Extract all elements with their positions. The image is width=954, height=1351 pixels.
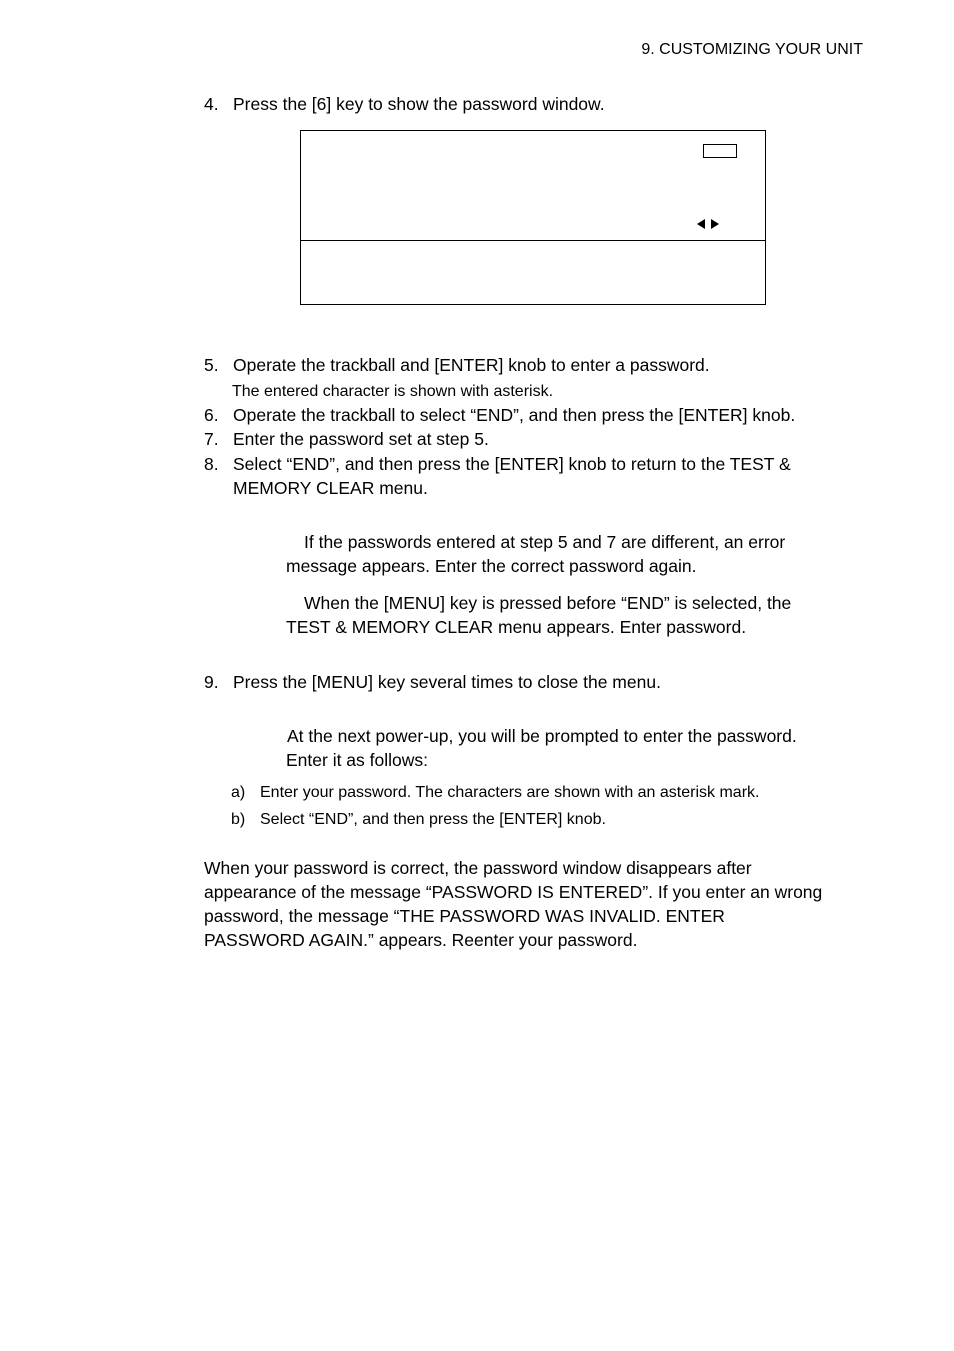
arrow-indicators (697, 219, 719, 229)
note-line2: message appears. Enter the correct password again. (286, 556, 697, 576)
note-line2: TEST & MEMORY CLEAR menu appears. Enter password. (286, 617, 747, 637)
substep-label: a) (231, 784, 246, 801)
step-number: 4. (204, 94, 219, 114)
step-number: 7. (204, 429, 219, 449)
closing-line4: PASSWORD AGAIN.” appears. Reenter your password. (204, 930, 638, 950)
substep-text: Select “END”, and then press the [ENTER] knob. (260, 811, 606, 828)
note-line1: When the [MENU] key is pressed before “END” is selected, the (304, 593, 792, 613)
note-line2: Enter it as follows: (286, 750, 428, 770)
closing-line3: password, the message “THE PASSWORD WAS INVALID. ENTER (204, 906, 725, 926)
note-line1: If the passwords entered at step 5 and 7 are different, an error (304, 532, 786, 552)
step-text-line1: Select “END”, and then press the [ENTER] knob to return to the TEST & (233, 454, 791, 474)
step-text: Operate the trackball and [ENTER] knob to enter a password. (233, 355, 710, 375)
arrow-right-icon (711, 219, 719, 229)
step-subtext: The entered character is shown with asterisk. (232, 383, 554, 400)
step-text: Press the [6] key to show the password window. (233, 94, 605, 114)
step-text: Press the [MENU] key several times to close the menu. (233, 672, 661, 692)
step-text: Enter the password set at step 5. (233, 429, 489, 449)
note-line1: At the next power-up, you will be prompted to enter the password. (287, 726, 797, 746)
step-number: 8. (204, 454, 219, 474)
closing-line1: When your password is correct, the password window disappears after (204, 858, 752, 878)
step-number: 6. (204, 405, 219, 425)
step-text: Operate the trackball to select “END”, and then press the [ENTER] knob. (233, 405, 796, 425)
arrow-left-icon (697, 219, 705, 229)
closing-line2: appearance of the message “PASSWORD IS ENTERED”. If you enter an wrong (204, 882, 823, 902)
step-number: 5. (204, 355, 219, 375)
substep-label: b) (231, 811, 246, 828)
chapter-header: 9. CUSTOMIZING YOUR UNIT (641, 41, 863, 58)
substep-text: Enter your password. The characters are shown with an asterisk mark. (260, 784, 760, 801)
password-entry-box (703, 144, 737, 158)
step-text-line2: MEMORY CLEAR menu. (233, 478, 428, 498)
window-divider (301, 240, 765, 241)
password-window (300, 130, 766, 305)
step-number: 9. (204, 672, 219, 692)
